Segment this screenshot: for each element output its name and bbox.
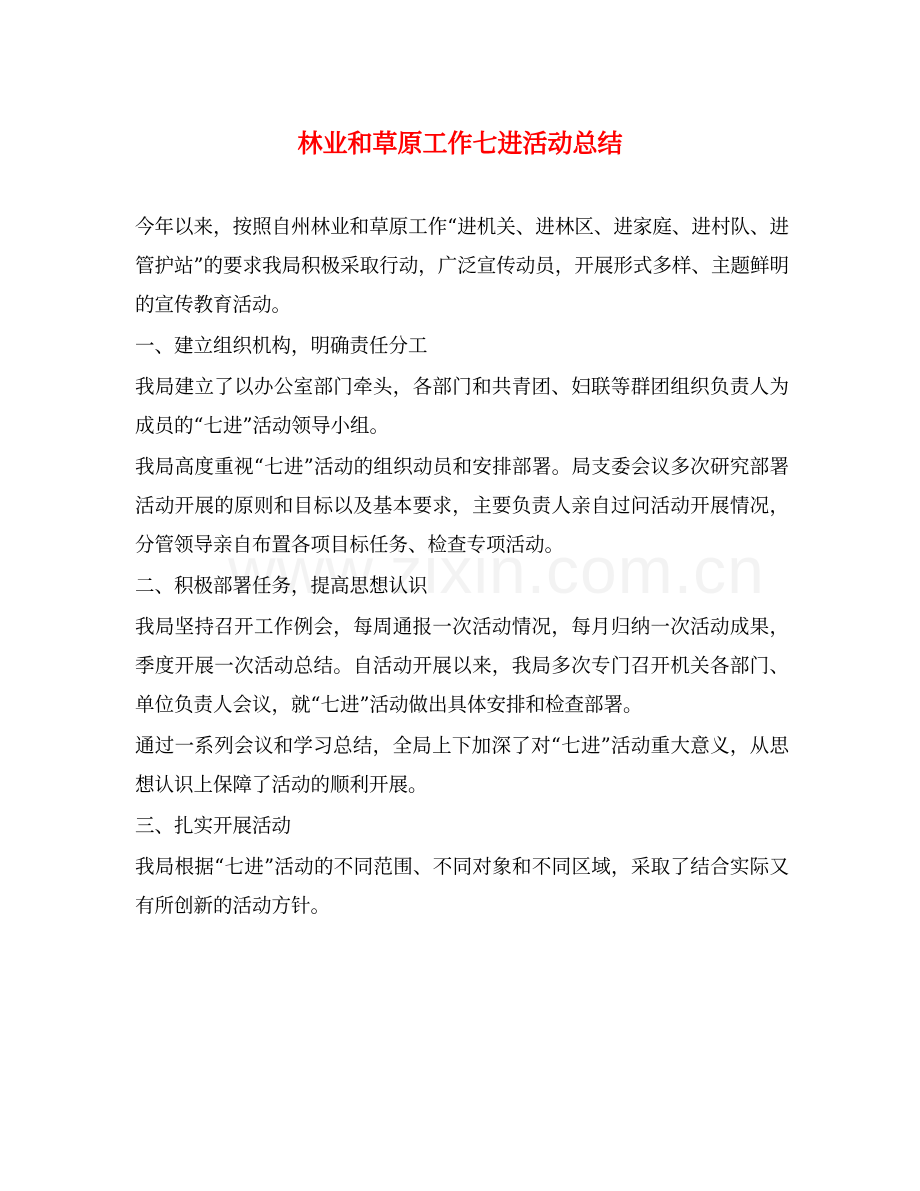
section-heading-2: 二、积极部署任务，提高思想认识	[135, 574, 428, 597]
paragraph-intro: 今年以来，按照自州林业和草原工作“进机关、进林区、进家庭、进村队、进管护站”的要求我局积极采取行动，广泛宣传动员，开展形式多样、主题鲜明的宣传教育活动。	[135, 215, 789, 316]
document-body	[135, 207, 789, 927]
section-heading-1: 一、建立组织机构，明确责任分工	[135, 334, 428, 357]
paragraph: 我局根据“七进”活动的不同范围、不同对象和不同区域，采取了结合实际又有所创新的活动方针。	[135, 855, 789, 917]
paragraph: 我局坚持召开工作例会，每周通报一次活动情况，每月归纳一次活动成果，季度开展一次活动总结。自活动开展以来，我局多次专门召开机关各部门、单位负责人会议，就“七进”活动做出具体安排和检查部署。	[135, 615, 789, 716]
paragraph: 通过一系列会议和学习总结，全局上下加深了对“七进”活动重大意义，从思想认识上保障了活动的顺利开展。	[135, 734, 789, 796]
paragraph: 我局高度重视“七进”活动的组织动员和安排部署。局支委会议多次研究部署活动开展的原则和目标以及基本要求，主要负责人亲自过问活动开展情况，分管领导亲自布置各项目标任务、检查专项活动。	[135, 455, 789, 556]
section-heading-3: 三、扎实开展活动	[135, 814, 292, 837]
document-title: 林业和草原工作七进活动总结	[297, 129, 623, 158]
paragraph: 我局建立了以办公室部门牵头，各部门和共青团、妇联等群团组织负责人为成员的“七进”活动领导小组。	[135, 375, 789, 437]
